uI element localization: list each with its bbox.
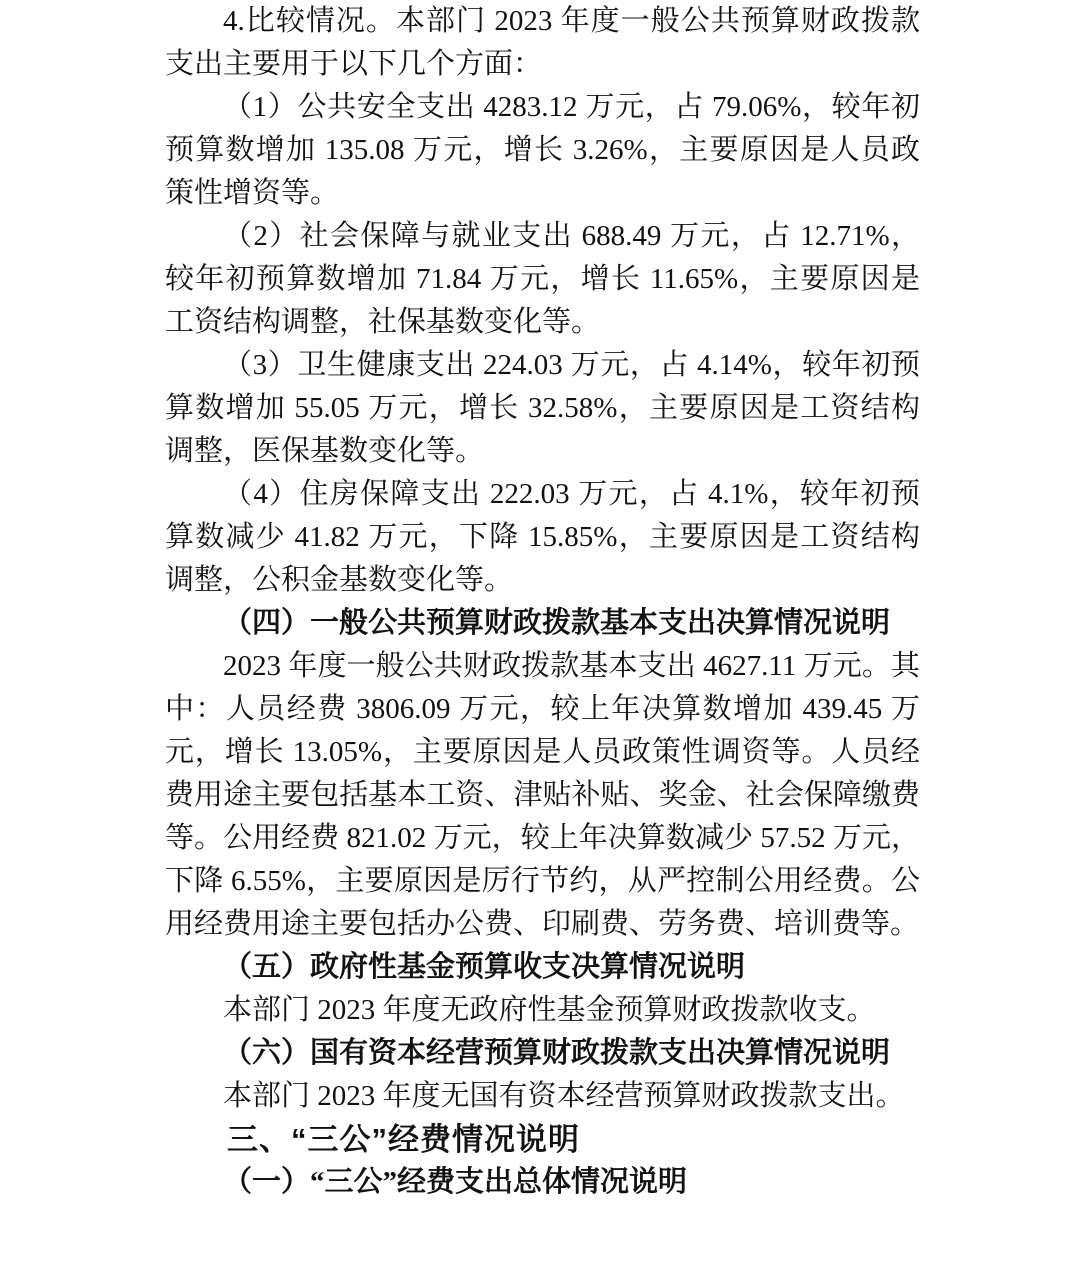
para-basic-expenditure-detail: 2023 年度一般公共财政拨款基本支出 4627.11 万元。其中：人员经费 3806.09 万元，较上年决算数增加 439.45 万元，增长 13.05%，主要原因是人员政策性调资等。人员经费用途主要包括基本工资、津贴补贴、奖金、社会保障缴费等。公用经费 821.02 万元，较上年决算数减少 57.52 万元，下降 6.55%，主要原因是厉行节约，从严控制公用经费。公用经费用途主要包括办公费、印刷费、劳务费、培训费等。 [165, 650, 920, 940]
para-state-capital-note: 本部门 2023 年度无国有资本经营预算财政拨款支出。 [223, 1080, 905, 1112]
para-gov-funds-note: 本部门 2023 年度无政府性基金预算财政拨款收支。 [223, 994, 876, 1026]
para-item-1-public-safety: （1）公共安全支出 4283.12 万元，占 79.06%，较年初预算数增加 135.08 万元，增长 3.26%，主要原因是人员政策性增资等。 [165, 91, 920, 209]
para-item-2-social-security: （2）社会保障与就业支出 688.49 万元，占 12.71%，较年初预算数增加 71.84 万元，增长 11.65%，主要原因是工资结构调整，社保基数变化等。 [165, 220, 920, 338]
heading-section-4-basic-expenditure: （四）一般公共预算财政拨款基本支出决算情况说明 [223, 607, 891, 639]
heading-section-6-state-capital: （六）国有资本经营预算财政拨款支出决算情况说明 [223, 1037, 891, 1069]
para-comparison-intro: 4.比较情况。本部门 2023 年度一般公共预算财政拨款支出主要用于以下几个方面： [165, 5, 920, 80]
heading-three-public-funds: 三、“三公”经费情况说明 [227, 1122, 580, 1157]
heading-section-5-gov-funds: （五）政府性基金预算收支决算情况说明 [223, 951, 746, 983]
heading-sub-1-three-public-overview: （一）“三公”经费支出总体情况说明 [223, 1166, 688, 1198]
para-item-3-health: （3）卫生健康支出 224.03 万元，占 4.14%，较年初预算数增加 55.05 万元，增长 32.58%，主要原因是工资结构调整，医保基数变化等。 [165, 349, 920, 467]
para-item-4-housing: （4）住房保障支出 222.03 万元，占 4.1%，较年初预算数减少 41.82 万元，下降 15.85%，主要原因是工资结构调整，公积金基数变化等。 [165, 478, 920, 596]
